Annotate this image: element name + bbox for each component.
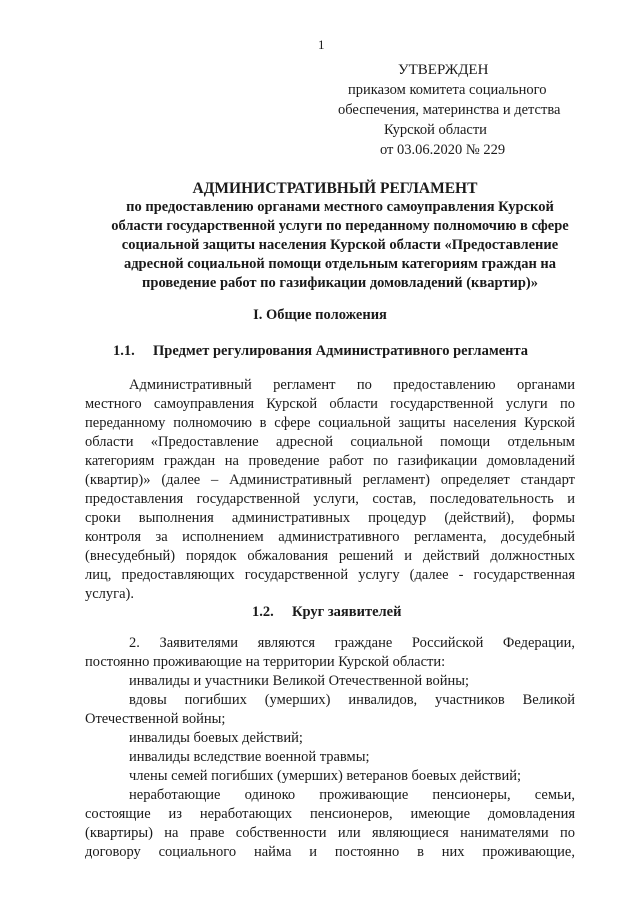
- paragraph-line: Административный регламент по предоставлению органами: [129, 377, 575, 393]
- subtitle-line: адресной социальной помощи отдельным категориям граждан на: [123, 256, 557, 272]
- paragraph-line: Отечественной войны;: [85, 711, 226, 727]
- subsection-title: Круг заявителей: [292, 604, 402, 620]
- approval-line: приказом комитета социального: [348, 82, 547, 98]
- subsection-number: 1.2.: [252, 604, 274, 620]
- subtitle-line: проведение работ по газификации домовладений (квартир)»: [142, 275, 538, 291]
- paragraph-subject: [85, 376, 575, 604]
- subsection-number: 1.1.: [113, 343, 135, 359]
- subsection-heading: [113, 343, 528, 360]
- paragraph-line: инвалиды вследствие военной травмы;: [129, 749, 370, 765]
- paragraph-line: состоящие из неработающих пенсионеров, имеющие домовладения: [85, 806, 575, 822]
- approval-line: обеспечения, материнства и детства: [338, 102, 561, 118]
- paragraph-line: области «Предоставление адресной социальной помощи отдельным: [85, 434, 575, 450]
- approval-line: Курской области: [384, 122, 487, 138]
- approval-title: УТВЕРЖДЕН: [398, 62, 489, 78]
- subsection-title: Предмет регулирования Административного регламента: [153, 343, 529, 359]
- subsection-heading: [252, 604, 401, 621]
- paragraph-line: неработающие одиноко проживающие пенсионеры, семьи,: [129, 787, 575, 803]
- paragraph-line: вдовы погибших (умерших) инвалидов, участников Великой: [129, 692, 575, 708]
- paragraph-line: члены семей погибших (умерших) ветеранов боевых действий;: [129, 768, 521, 784]
- document-subtitle: [96, 198, 584, 293]
- paragraph-line: местного самоуправления Курской области государственной услуги по: [85, 396, 575, 412]
- paragraph-line: (квартир)» (далее – Административный регламент) определяет стандарт: [85, 472, 575, 488]
- paragraph-line: переданному полномочию в сфере социальной защиты населения Курской: [85, 415, 575, 431]
- paragraph-line: контроля за исполнением административного регламента, досудебный: [85, 529, 575, 545]
- subtitle-line: по предоставлению органами местного самоуправления Курской: [126, 199, 554, 215]
- paragraph-line: лиц, предоставляющих государственной услугу (далее - государственная: [85, 567, 575, 583]
- paragraph-line: договору социального найма и постоянно в них проживающие,: [85, 844, 575, 860]
- paragraph-line: предоставления государственной услуги, состав, последовательность и: [85, 491, 575, 507]
- page-number: 1: [318, 37, 325, 52]
- paragraph-line: (внесудебный) порядок обжалования решений и действий должностных: [85, 548, 575, 564]
- paragraph-line: категориям граждан на проведение работ по газификации домовладений: [85, 453, 575, 469]
- paragraph-line: услуга).: [85, 586, 135, 602]
- paragraph-applicants: [85, 634, 575, 862]
- subtitle-line: социальной защиты населения Курской области «Предоставление: [121, 237, 559, 253]
- paragraph-line: инвалиды и участники Великой Отечественной войны;: [129, 673, 469, 689]
- document-title: АДМИНИСТРАТИВНЫЙ РЕГЛАМЕНТ: [192, 180, 478, 197]
- approval-block: [338, 60, 588, 160]
- paragraph-line: 2. Заявителями являются граждане Российской Федерации,: [129, 635, 575, 651]
- subtitle-line: области государственной услуги по переданному полномочию в сфере: [111, 218, 569, 234]
- approval-date: от 03.06.2020 № 229: [380, 142, 506, 158]
- paragraph-line: (квартиры) на праве собственности или являющиеся нанимателями по: [85, 825, 575, 841]
- paragraph-line: сроки выполнения административных процедур (действий), формы: [85, 510, 575, 526]
- section-title: I. Общие положения: [253, 307, 387, 323]
- paragraph-line: инвалиды боевых действий;: [129, 730, 303, 746]
- paragraph-line: постоянно проживающие на территории Курской области:: [85, 654, 446, 670]
